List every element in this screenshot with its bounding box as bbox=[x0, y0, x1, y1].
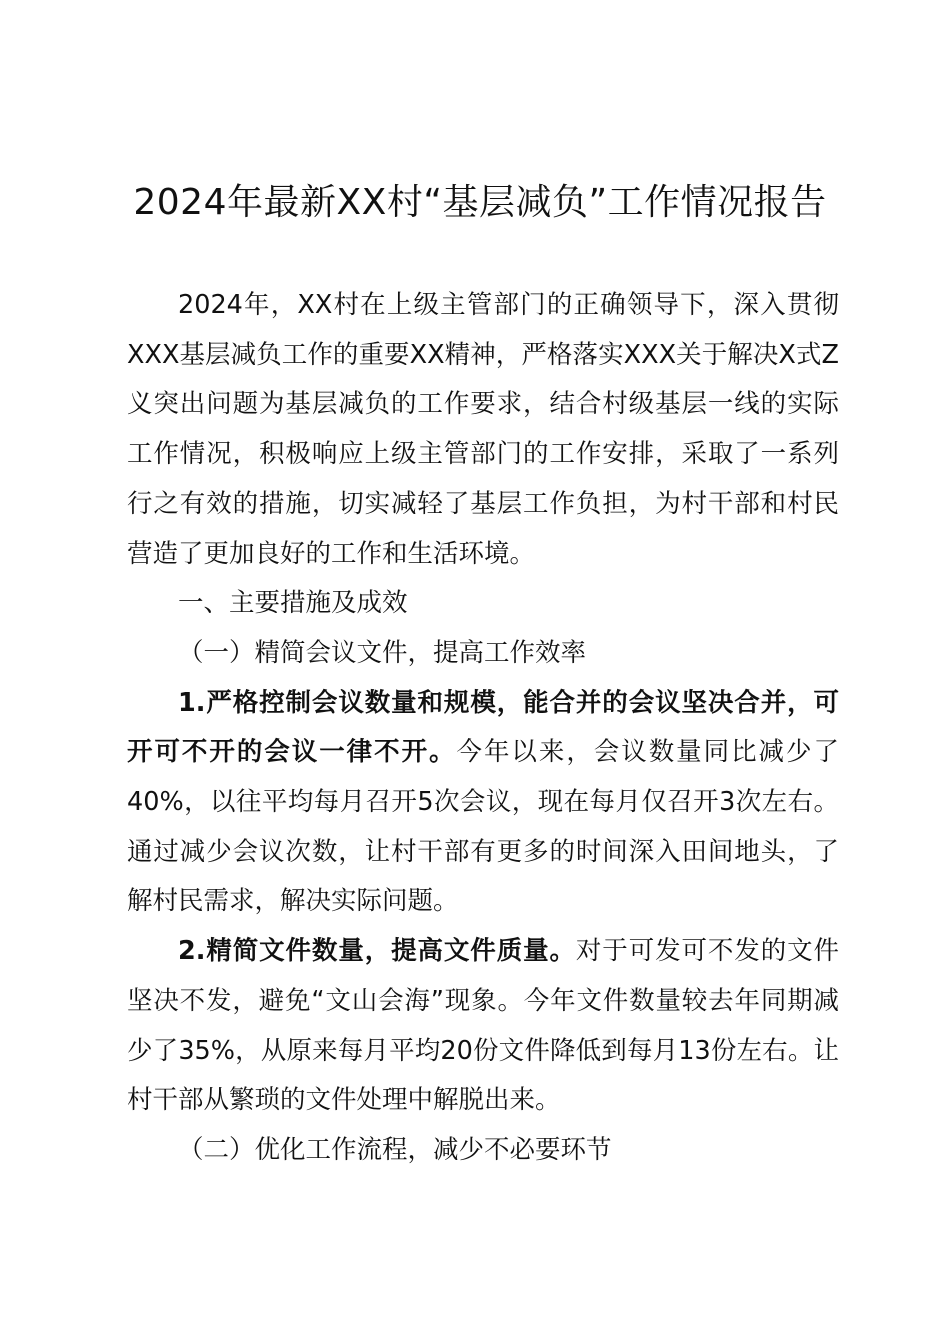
item-2-paragraph bbox=[127, 927, 839, 1126]
intro-paragraph: 2024年，XX村在上级主管部门的正确领导下，深入贯彻XXX基层减负工作的重要XX精神，严格落实XXX关于解决X式Z义突出问题为基层减负的工作要求，结合村级基层一线的实际工作情况，积极响应上级主管部门的工作安排，采取了一系列行之有效的措施，切实减轻了基层工作负担，为村干部和村民营造了更加良好的工作和生活环境。 bbox=[127, 290, 839, 569]
item-1-paragraph bbox=[127, 679, 839, 928]
section-heading-main-measures: 一、主要措施及成效 bbox=[178, 588, 408, 619]
subsection-heading-meetings: （一）精简会议文件，提高工作效率 bbox=[178, 637, 587, 668]
document-body bbox=[127, 281, 839, 1176]
item-2-text: 对于可发可不发的文件坚决不发，避免“文山会海”现象。今年文件数量较去年同期减少了35%，从原来每月平均20份文件降低到每月13份左右。让村干部从繁琐的文件处理中解脱出来。 bbox=[127, 936, 839, 1116]
item-1-text: 今年以来，会议数量同比减少了40%，以往平均每月召开5次会议，现在每月仅召开3次左右。通过减少会议次数，让村干部有更多的时间深入田间地头，了解村民需求，解决实际问题。 bbox=[127, 737, 839, 917]
item-2-lead: 2.精简文件数量，提高文件质量。 bbox=[178, 936, 576, 967]
subsection-heading-workflow: （二）优化工作流程，减少不必要环节 bbox=[178, 1134, 612, 1165]
document-title: 2024年最新XX村“基层减负”工作情况报告 bbox=[133, 182, 827, 223]
item-1-lead: 1.严格控制会议数量和规模，能合并的会议坚决合并，可开可不开的会议一律不开。 bbox=[127, 687, 839, 768]
